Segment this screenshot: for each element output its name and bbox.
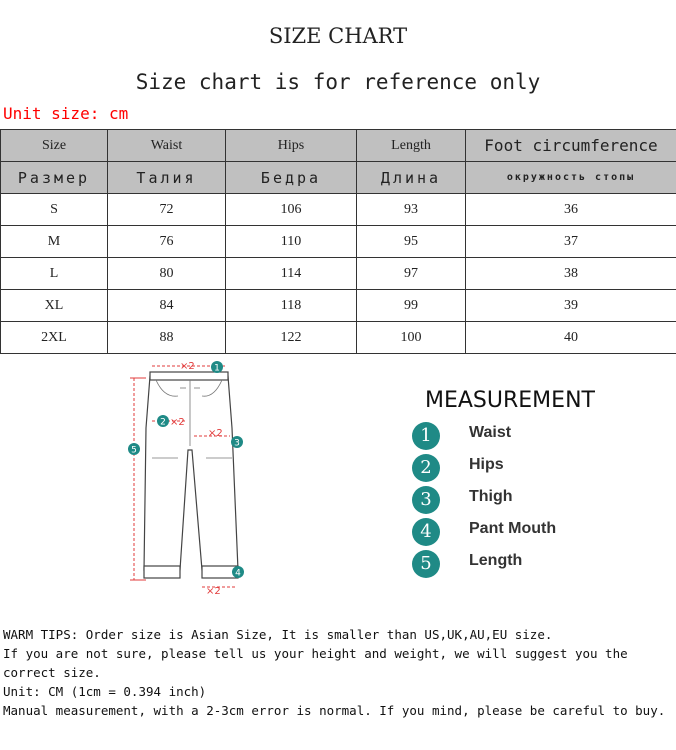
table-cell: 76 [108, 226, 226, 258]
page-subtitle: Size chart is for reference only [135, 70, 541, 94]
table-row [1, 258, 676, 290]
table-cell: 106 [226, 194, 357, 226]
measurement-item [412, 518, 652, 548]
measurement-label: Hips [469, 456, 504, 473]
measurement-label: Thigh [469, 488, 513, 505]
table-row [1, 290, 676, 322]
table-cell: 88 [108, 322, 226, 354]
marker-4-label: 4 [235, 568, 241, 579]
table-cell: 39 [466, 290, 676, 322]
measurement-label: Pant Mouth [469, 520, 557, 537]
table-cell: 38 [466, 258, 676, 290]
table-cell: 80 [108, 258, 226, 290]
thigh-multiplier: ×2 [208, 428, 223, 439]
number-circle-icon: 3 [412, 486, 440, 514]
table-cell: XL [1, 290, 108, 322]
header-cell: Hips [226, 130, 357, 162]
table-header-ru [1, 162, 676, 194]
table-cell: 99 [357, 290, 466, 322]
header-cell: Waist [108, 130, 226, 162]
table-cell: 2XL [1, 322, 108, 354]
measurement-item [412, 422, 652, 452]
header-cell: Foot circumference [466, 130, 676, 162]
marker-5-label: 5 [131, 445, 137, 456]
table-row [1, 322, 676, 354]
header-cell: окружность стопы [466, 162, 676, 194]
table-cell: 93 [357, 194, 466, 226]
table-cell: 36 [466, 194, 676, 226]
measurement-label: Length [469, 552, 523, 569]
header-cell: Длина [357, 162, 466, 194]
table-cell: 95 [357, 226, 466, 258]
warm-tips [3, 625, 673, 720]
header-cell: Талия [108, 162, 226, 194]
table-cell: 72 [108, 194, 226, 226]
number-circle-icon: 2 [412, 454, 440, 482]
table-cell: 100 [357, 322, 466, 354]
page-title: SIZE CHART [268, 24, 408, 48]
table-cell: 37 [466, 226, 676, 258]
table-cell: 40 [466, 322, 676, 354]
marker-2-label: 2 [160, 417, 166, 428]
hips-multiplier: ×2 [170, 417, 185, 428]
table-cell: 110 [226, 226, 357, 258]
size-table [0, 129, 676, 354]
table-cell: 84 [108, 290, 226, 322]
pants-outline-icon [144, 372, 238, 578]
header-cell: Бедра [226, 162, 357, 194]
table-cell: M [1, 226, 108, 258]
marker-3-label: 3 [234, 438, 240, 449]
marker-1-label: 1 [214, 363, 220, 374]
table-cell: 118 [226, 290, 357, 322]
table-cell: S [1, 194, 108, 226]
table-row [1, 194, 676, 226]
header-cell: Size [1, 130, 108, 162]
unit-label: Unit size: cm [3, 104, 129, 123]
number-circle-icon: 5 [412, 550, 440, 578]
table-header-en [1, 130, 676, 162]
header-cell: Размер [1, 162, 108, 194]
table-cell: 114 [226, 258, 357, 290]
table-cell: L [1, 258, 108, 290]
tips-line: Unit: CM (1cm = 0.394 inch) [3, 684, 207, 699]
measurement-item [412, 454, 652, 484]
measurement-label: Waist [469, 424, 512, 441]
pants-diagram [120, 358, 260, 598]
table-cell: 97 [357, 258, 466, 290]
tips-line: Manual measurement, with a 2-3cm error is normal. If you mind, please be careful to buy. [3, 703, 666, 718]
number-circle-icon: 4 [412, 518, 440, 546]
table-cell: 122 [226, 322, 357, 354]
header-cell: Length [357, 130, 466, 162]
measurement-item [412, 486, 652, 516]
tips-line: If you are not sure, please tell us your height and weight, we will suggest you the correct size. [3, 646, 628, 680]
measurement-title: MEASUREMENT [425, 388, 595, 413]
pant-mouth-multiplier: ×2 [206, 586, 221, 597]
number-circle-icon: 1 [412, 422, 440, 450]
tips-line: WARM TIPS: Order size is Asian Size, It is smaller than US,UK,AU,EU size. [3, 627, 553, 642]
waist-multiplier: ×2 [180, 361, 195, 372]
measurement-item [412, 550, 652, 580]
table-row [1, 226, 676, 258]
